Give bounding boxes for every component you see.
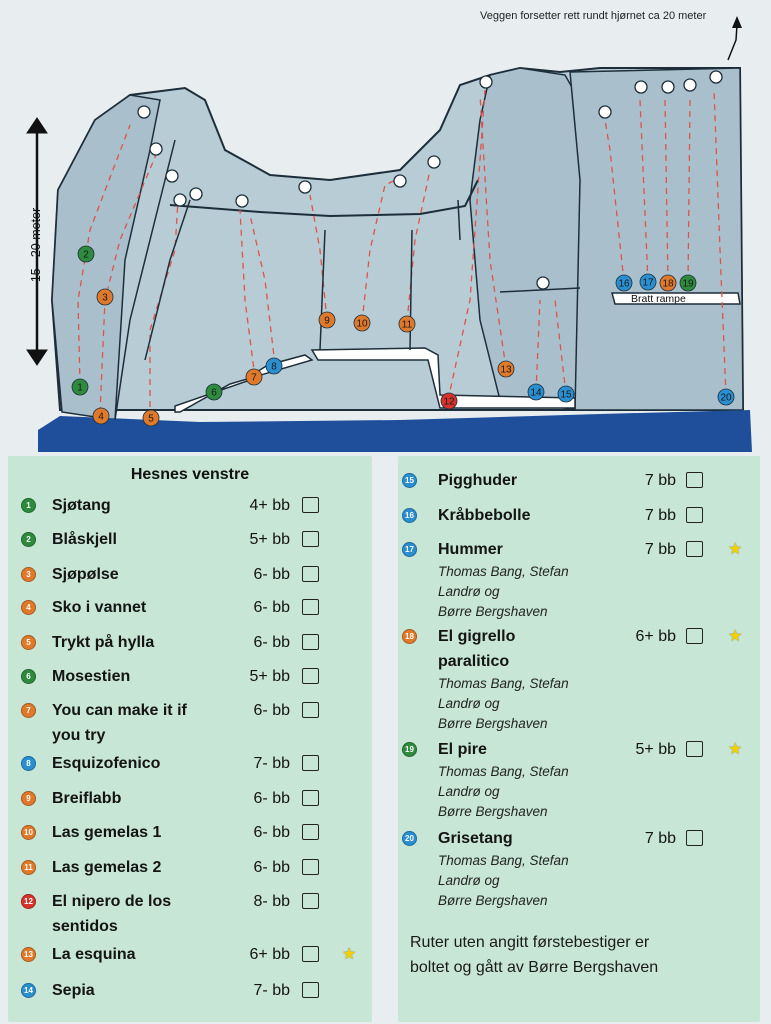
route-number-badge: 7	[21, 703, 36, 718]
topo-marker-number: 15	[560, 389, 572, 401]
route-name: Sjøpølse	[52, 566, 119, 583]
topo-marker-number: 4	[98, 411, 104, 423]
tick-checkbox[interactable]	[686, 830, 703, 846]
tick-checkbox[interactable]	[302, 668, 319, 684]
topo-marker-number: 14	[530, 387, 542, 399]
topo-marker-number: 3	[102, 292, 108, 304]
route-grade: 5+ bb	[249, 531, 290, 548]
route-name: You can make it if you try	[52, 702, 187, 744]
ramp-label: Bratt rampe	[631, 293, 686, 305]
route-name: Blåskjell	[52, 531, 117, 548]
topo-marker	[354, 315, 370, 331]
topo-marker-number: 19	[682, 278, 694, 290]
topo-marker	[616, 275, 632, 291]
route-grade: 6+ bb	[249, 946, 290, 963]
tick-checkbox[interactable]	[302, 982, 319, 998]
topo-marker	[558, 386, 574, 402]
route-number-badge: 19	[402, 742, 417, 757]
topo-marker	[72, 379, 88, 395]
tick-checkbox[interactable]	[302, 531, 319, 547]
topo-marker	[246, 369, 262, 385]
tick-checkbox[interactable]	[686, 628, 703, 644]
route-grade: 7 bb	[644, 541, 676, 558]
route-number-badge: 12	[21, 894, 36, 909]
topo-marker-number: 17	[642, 277, 654, 289]
tick-checkbox[interactable]	[686, 507, 703, 523]
route-number-badge: 6	[21, 669, 36, 684]
route-grade: 4+ bb	[249, 497, 290, 514]
tick-checkbox[interactable]	[302, 497, 319, 513]
tick-checkbox[interactable]	[686, 741, 703, 757]
tick-checkbox[interactable]	[302, 566, 319, 582]
route-grade: 7- bb	[253, 982, 290, 999]
route-name: Pigghuder	[438, 472, 518, 489]
topo-marker	[660, 275, 676, 291]
tick-checkbox[interactable]	[302, 790, 319, 806]
topo-marker-number: 2	[83, 249, 89, 261]
route-name: Mosestien	[52, 668, 131, 685]
route-name: Sjøtang	[52, 497, 111, 514]
topo-marker	[93, 408, 109, 424]
route-name: Breiflabb	[52, 790, 122, 807]
route-grade: 6- bb	[253, 824, 290, 841]
route-grade: 7 bb	[644, 830, 676, 847]
route-number-badge: 13	[21, 947, 36, 962]
route-grade: 6+ bb	[635, 628, 676, 645]
topo-marker-number: 5	[148, 413, 154, 425]
topo-marker	[680, 275, 696, 291]
first-ascensionists: Thomas Bang, Stefan Landrø og Børre Bergshaven	[438, 564, 569, 619]
first-ascensionists: Thomas Bang, Stefan Landrø og Børre Bergshaven	[438, 764, 569, 819]
topo-marker	[319, 312, 335, 328]
topo-marker	[266, 358, 282, 374]
route-name: Esquizofenico	[52, 755, 161, 772]
topo-marker-number: 18	[662, 278, 674, 290]
star-icon: ★	[728, 541, 743, 558]
route-number-badge: 9	[21, 791, 36, 806]
sector-title: Hesnes venstre	[130, 466, 250, 483]
route-name: El gigrello paralitico	[438, 628, 516, 670]
route-number-badge: 5	[21, 635, 36, 650]
route-grade: 7 bb	[644, 507, 676, 524]
route-number-badge: 14	[21, 983, 36, 998]
route-number-badge: 1	[21, 498, 36, 513]
route-list-left	[8, 456, 372, 1022]
topo-marker-number: 16	[618, 278, 630, 290]
topo-marker	[498, 361, 514, 377]
route-grade: 6- bb	[253, 859, 290, 876]
topo-marker-number: 12	[443, 396, 455, 408]
route-name: El nipero de los sentidos	[52, 893, 172, 935]
route-name: Las gemelas 2	[52, 859, 162, 876]
topo-marker-number: 1	[77, 382, 83, 394]
corner-note: Veggen forsetter rett rundt hjørnet ca 20 meter	[480, 10, 707, 22]
tick-checkbox[interactable]	[302, 634, 319, 650]
route-name: Trykt på hylla	[52, 634, 155, 651]
topo-marker-number: 8	[271, 361, 277, 373]
topo-marker	[78, 246, 94, 262]
route-number-badge: 2	[21, 532, 36, 547]
star-icon: ★	[728, 628, 743, 645]
topo-marker-number: 13	[500, 364, 512, 376]
route-grade: 6- bb	[253, 634, 290, 651]
route-number-badge: 18	[402, 629, 417, 644]
topo-marker	[399, 316, 415, 332]
route-number-badge: 11	[21, 860, 36, 875]
tick-checkbox[interactable]	[686, 472, 703, 488]
topo-marker-number: 11	[401, 319, 413, 331]
topo-marker-number: 20	[720, 392, 732, 404]
tick-checkbox[interactable]	[302, 755, 319, 771]
star-icon: ★	[728, 741, 743, 758]
route-number-badge: 20	[402, 831, 417, 846]
first-ascensionists: Thomas Bang, Stefan Landrø og Børre Bergshaven	[438, 676, 569, 731]
topo-marker	[97, 289, 113, 305]
topo-marker-number: 7	[251, 372, 257, 384]
route-grade: 6- bb	[253, 702, 290, 719]
route-number-badge: 15	[402, 473, 417, 488]
route-grade: 5+ bb	[249, 668, 290, 685]
route-name: La esquina	[52, 946, 136, 963]
topo-marker	[640, 274, 656, 290]
route-name: Kråbbebolle	[438, 507, 531, 524]
topo-marker-number: 6	[211, 387, 217, 399]
tick-checkbox[interactable]	[302, 702, 319, 718]
route-name: Las gemelas 1	[52, 824, 162, 841]
route-name: Sepia	[52, 982, 95, 999]
topo-marker	[143, 410, 159, 426]
topo-marker	[441, 393, 457, 409]
route-name: El pire	[438, 741, 487, 758]
star-icon: ★	[342, 946, 357, 963]
route-grade: 5+ bb	[635, 741, 676, 758]
tick-checkbox[interactable]	[302, 599, 319, 615]
tick-checkbox[interactable]	[302, 859, 319, 875]
route-number-badge: 16	[402, 508, 417, 523]
topo-marker	[718, 389, 734, 405]
route-name: Hummer	[438, 541, 503, 558]
topo-marker	[528, 384, 544, 400]
topo-diagram	[0, 0, 771, 452]
tick-checkbox[interactable]	[302, 946, 319, 962]
topo-marker-number: 10	[356, 318, 368, 330]
route-list-right	[398, 456, 760, 1022]
tick-checkbox[interactable]	[302, 824, 319, 840]
route-grade: 8- bb	[253, 893, 290, 910]
route-grade: 7- bb	[253, 755, 290, 772]
route-grade: 6- bb	[253, 790, 290, 807]
route-name: Sko i vannet	[52, 599, 147, 616]
route-number-badge: 10	[21, 825, 36, 840]
route-grade: 6- bb	[253, 599, 290, 616]
route-number-badge: 8	[21, 756, 36, 771]
first-ascent-note: Ruter uten angitt førstebestiger er boltet og gått av Børre Bergshaven	[410, 934, 659, 976]
topo-marker-number: 9	[324, 315, 330, 327]
tick-checkbox[interactable]	[302, 893, 319, 909]
tick-checkbox[interactable]	[686, 541, 703, 557]
route-grade: 6- bb	[253, 566, 290, 583]
first-ascensionists: Thomas Bang, Stefan Landrø og Børre Bergshaven	[438, 853, 569, 908]
topo-marker	[206, 384, 222, 400]
route-grade: 7 bb	[644, 472, 676, 489]
route-number-badge: 4	[21, 600, 36, 615]
height-label: 15 - 20 meter	[29, 207, 43, 283]
route-number-badge: 3	[21, 567, 36, 582]
route-number-badge: 17	[402, 542, 417, 557]
route-name: Grisetang	[438, 830, 513, 847]
